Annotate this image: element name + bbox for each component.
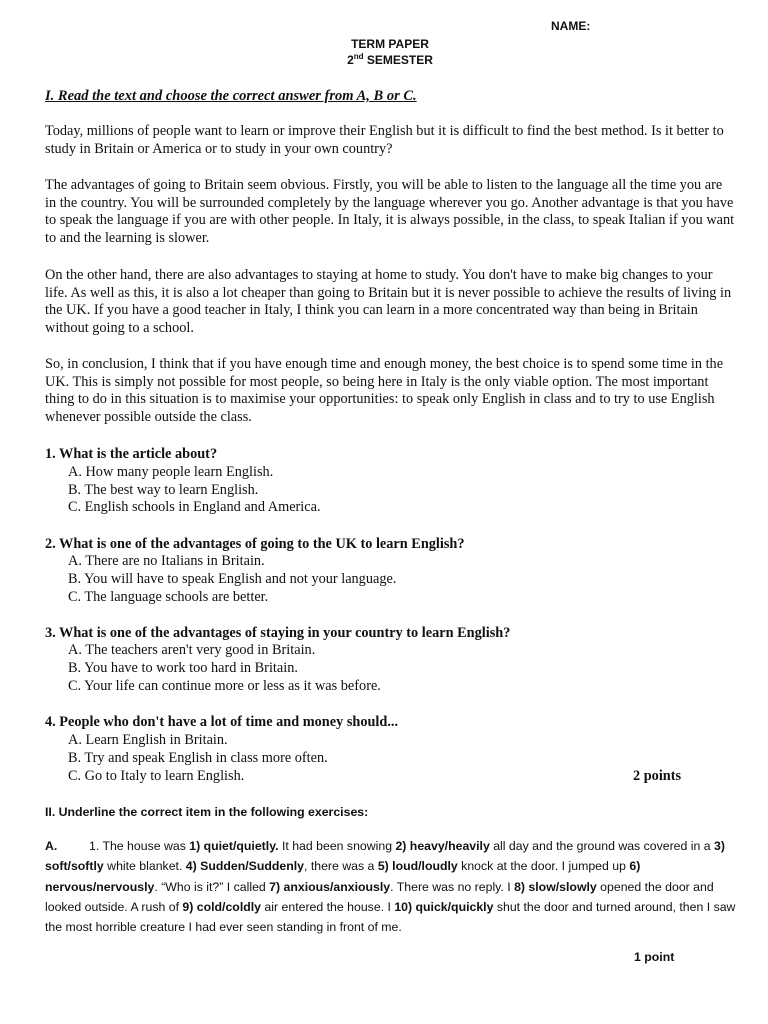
section-1-points: 2 points	[633, 768, 682, 784]
question-2: 2. What is one of the advantages of going to the UK to learn English?	[45, 536, 465, 552]
question-4-option-a: A. Learn English in Britain.	[68, 732, 228, 748]
section-1-heading: I. Read the text and choose the correct answer from A, B or C.	[45, 88, 417, 104]
exercise-text-run: all day and the ground was covered in a	[489, 839, 715, 853]
paragraph-2: The advantages of going to Britain seem obvious. Firstly, you will be able to listen to the language all the time you are in the country. You will be surrounded completely by the language wherever you go. Another advantage is that you have to speak the language if you are with other people. In Italy, it is always possible, in the class, to speak Italian if you want to and the learning is slower.	[45, 177, 735, 246]
exercise-choice: 2) heavy/heavily	[395, 839, 490, 853]
section-2-heading: II. Underline the correct item in the following exercises:	[45, 805, 369, 819]
exercise-text-run: . There was no reply. I	[390, 879, 515, 894]
semester-word: SEMESTER	[363, 53, 433, 67]
question-1-option-c: C. English schools in England and America.	[68, 499, 321, 515]
exercise-text-run: white blanket.	[103, 859, 186, 874]
exercise-choice: 3) soft/softly	[45, 839, 725, 874]
name-label: NAME:	[551, 19, 591, 33]
exercise-text-run: opened the door and looked outside. A rush of	[45, 879, 714, 914]
semester-suffix: nd	[353, 52, 364, 61]
section-2-points: 1 point	[634, 950, 675, 964]
question-4-option-b: B. Try and speak English in class more often.	[68, 750, 328, 766]
question-2-option-a: A. There are no Italians in Britain.	[68, 553, 265, 569]
exercise-text-run: air entered the house. I	[261, 899, 395, 914]
exercise-a	[45, 836, 740, 937]
exercise-choice: 10) quick/quickly	[394, 899, 494, 914]
exercise-text-run: knock at the door. I jumped up	[457, 859, 630, 874]
question-3-option-c: C. Your life can continue more or less as it was before.	[68, 678, 381, 694]
question-1: 1. What is the article about?	[45, 446, 218, 462]
question-1-option-a: A. How many people learn English.	[68, 464, 274, 480]
exercise-text-run: . “Who is it?” I called	[154, 879, 270, 894]
exercise-choice: 7) anxious/anxiously	[269, 879, 391, 894]
question-4: 4. People who don't have a lot of time and money should...	[45, 714, 399, 730]
exercise-text-run: 1. The house was	[89, 839, 190, 853]
exercise-choice: 4) Sudden/Suddenly	[185, 859, 304, 874]
exercise-choice: 9) cold/coldly	[182, 899, 262, 914]
exercise-choice: 1) quiet/quietly.	[189, 839, 279, 853]
question-3-option-b: B. You have to work too hard in Britain.	[68, 660, 298, 676]
question-4-option-c: C. Go to Italy to learn English.	[68, 768, 245, 784]
exercise-a-label: A.	[45, 839, 58, 853]
question-2-option-c: C. The language schools are better.	[68, 589, 269, 605]
semester-number: 2	[347, 53, 354, 67]
question-3: 3. What is one of the advantages of staying in your country to learn English?	[45, 625, 511, 641]
question-2-option-b: B. You will have to speak English and not your language.	[68, 571, 397, 587]
question-1-option-b: B. The best way to learn English.	[68, 482, 259, 498]
paragraph-3: On the other hand, there are also advantages to staying at home to study. You don't have to make big changes to your life. As well as this, it is also a lot cheaper than going to Britain but it is never possible to achieve the results of living in the UK. If you have a good teacher in Italy, I think you can learn in a more concentrated way than being in Britain without going to a school.	[45, 267, 732, 336]
paragraph-1: Today, millions of people want to learn or improve their English but it is difficult to find the best method. Is it better to study in Britain or America or to study in your own country?	[45, 123, 724, 157]
exercise-text-run: It had been snowing	[278, 839, 396, 853]
exercise-text-run: , there was a	[304, 859, 378, 874]
paragraph-4: So, in conclusion, I think that if you have enough time and enough money, the best choice is to spend some time in the UK. This is simply not possible for most people, so being here in Italy is the only viable option. The most important thing to do in this situation is to maximise your opportunities: to speak only English in class and to try to use English whenever possible outside the class.	[45, 356, 724, 425]
document-title: TERM PAPER	[351, 37, 429, 51]
question-3-option-a: A. The teachers aren't very good in Britain.	[68, 642, 316, 658]
exercise-choice: 8) slow/slowly	[514, 879, 597, 894]
exercise-choice: 5) loud/loudly	[377, 859, 458, 874]
exercise-a-text	[45, 839, 735, 934]
exercise-choice: 6) nervous/nervously	[45, 859, 641, 894]
semester-title	[0, 53, 768, 67]
exercise-text-run: shut the door and turned around, then I saw the most horrible creature I had ever seen standing in front of me.	[45, 899, 736, 935]
